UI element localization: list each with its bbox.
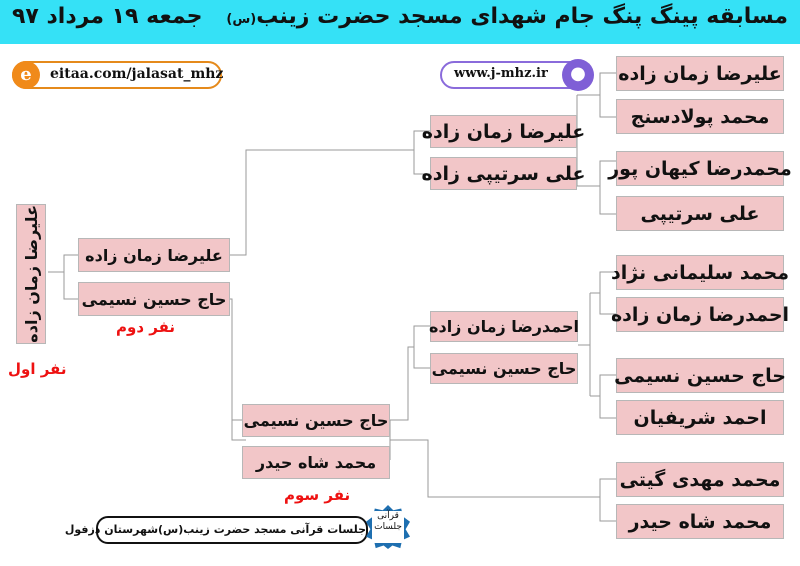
player-semi-2: حاج حسین نسیمی — [78, 282, 230, 316]
site-link-text: www.j-mhz.ir — [454, 66, 548, 81]
player-r3-2: محمد شاه حیدر — [242, 446, 390, 479]
player-r2-1: علیرضا زمان زاده — [430, 115, 577, 148]
page-title: مسابقه پینگ پنگ جام شهدای مسجد حضرت زینب(س) — [226, 4, 788, 29]
player-r1-5: محمد سلیمانی نژاد — [616, 255, 784, 290]
player-r2-3: احمدرضا زمان زاده — [430, 311, 578, 342]
player-r1-7: حاج حسین نسیمی — [616, 358, 784, 393]
player-r2-4: حاج حسین نسیمی — [430, 353, 578, 384]
footer-credit: جلسات قرآنی مسجد حضرت زینب(س)شهرستان دزفول — [96, 516, 368, 544]
player-r2-2: علی سرتیپی زاده — [430, 157, 577, 190]
event-date: جمعه ۱۹ مرداد ۹۷ — [12, 4, 203, 29]
player-r1-9: محمد مهدی گیتی — [616, 462, 784, 497]
title-suffix: (س) — [226, 12, 257, 27]
eitaa-link-text: eitaa.com/jalasat_mhz — [50, 66, 224, 82]
player-r1-8: احمد شریفیان — [616, 400, 784, 435]
first-place-label: نفر اول — [8, 360, 67, 378]
champion-name: علیرضا زمان زاده — [21, 205, 41, 343]
player-r1-3: محمدرضا کیهان پور — [616, 151, 784, 186]
quran-sessions-logo-text: قرآنی جلسات — [372, 511, 404, 543]
second-place-label: نفر دوم — [116, 318, 175, 336]
player-r3-1: حاج حسین نسیمی — [242, 404, 390, 437]
player-r1-1: علیرضا زمان زاده — [616, 56, 784, 91]
champion-box — [16, 204, 46, 344]
globe-icon: ● — [562, 59, 594, 91]
player-r1-6: احمدرضا زمان زاده — [616, 297, 784, 332]
player-r1-10: محمد شاه حیدر — [616, 504, 784, 539]
player-semi-1: علیرضا زمان زاده — [78, 238, 230, 272]
eitaa-logo-icon: e — [12, 61, 40, 89]
third-place-label: نفر سوم — [284, 486, 351, 504]
player-r1-2: محمد پولادسنج — [616, 99, 784, 134]
player-r1-4: علی سرتیپی — [616, 196, 784, 231]
